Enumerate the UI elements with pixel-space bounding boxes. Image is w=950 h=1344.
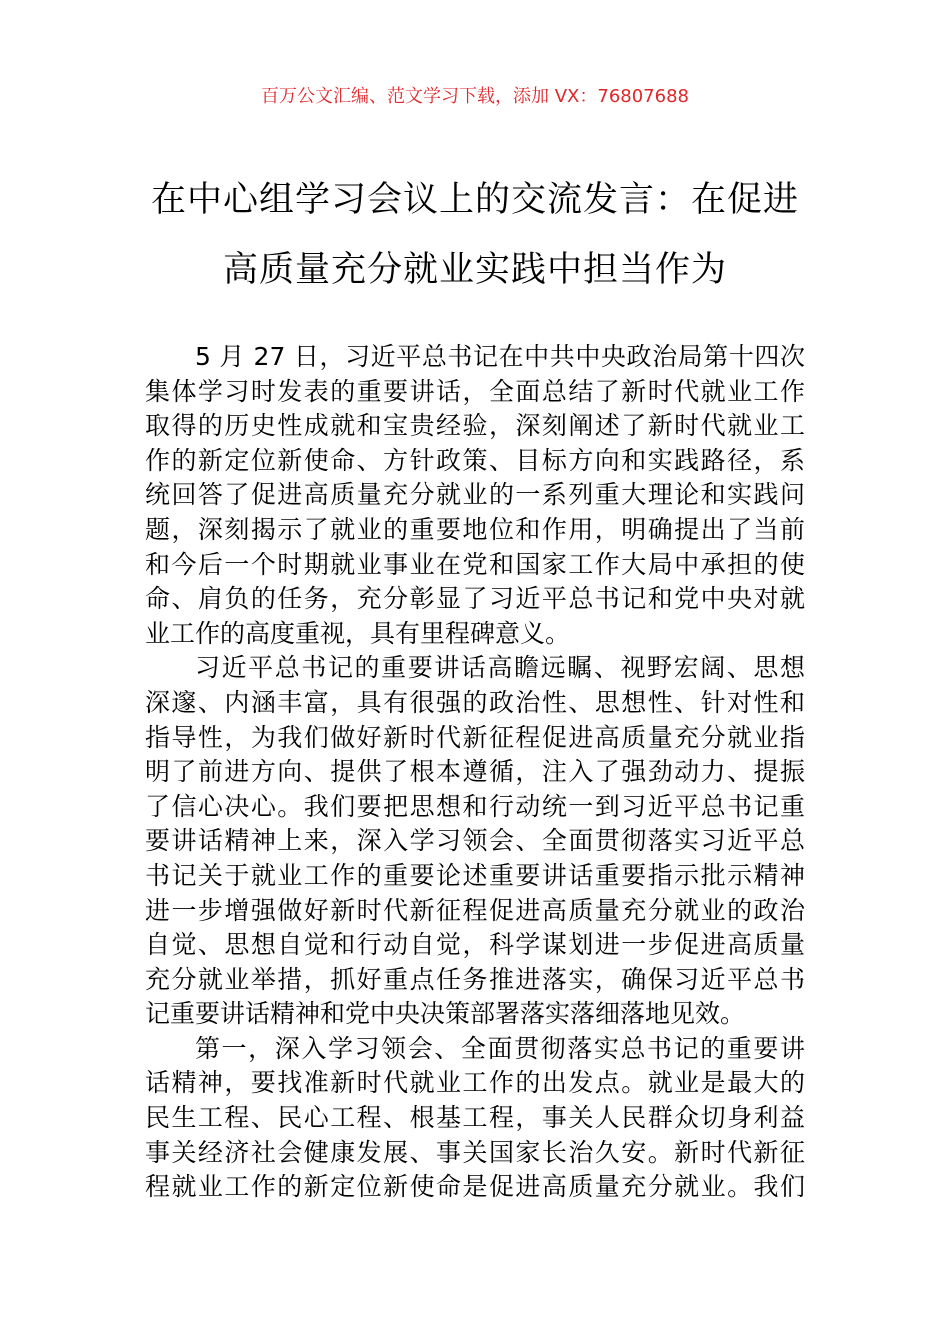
paragraph-line: 自觉、思想自觉和行动自觉，科学谋划进一步促进高质量 xyxy=(145,930,805,960)
paragraph-line: 程就业工作的新定位新使命是促进高质量充分就业。我们 xyxy=(145,1172,805,1202)
paragraph xyxy=(145,651,805,1032)
document-title-line-2: 高质量充分就业实践中担当作为 xyxy=(222,250,727,290)
paragraph-line: 充分就业举措，抓好重点任务推进落实，确保习近平总书 xyxy=(145,964,805,994)
paragraph-line: 5 月 27 日，习近平总书记在中共中央政治局第十四次 xyxy=(195,342,805,371)
paragraph-line: 进一步增强做好新时代新征程促进高质量充分就业的政治 xyxy=(145,895,805,925)
paragraph-line: 命、肩负的任务，充分彰显了习近平总书记和党中央对就 xyxy=(145,584,805,614)
paragraph-line: 记重要讲话精神和党中央决策部署落实落细落地见效。 xyxy=(145,999,746,1029)
paragraph-line: 集体学习时发表的重要讲话，全面总结了新时代就业工作 xyxy=(145,376,805,406)
paragraph-line: 事关经济社会健康发展、事关国家长治久安。新时代新征 xyxy=(145,1137,805,1167)
paragraph-line: 第一，深入学习领会、全面贯彻落实总书记的重要讲 xyxy=(195,1033,805,1063)
paragraph-line: 书记关于就业工作的重要论述重要讲话重要指示批示精神 xyxy=(145,860,805,890)
paragraph-line: 民生工程、民心工程、根基工程，事关人民群众切身利益 xyxy=(145,1103,805,1133)
paragraph-line: 作的新定位新使命、方针政策、目标方向和实践路径，系 xyxy=(145,445,805,475)
document-body xyxy=(145,340,805,1205)
watermark-header: 百万公文汇编、范文学习下载，添加 VX：76807688 xyxy=(261,86,689,107)
paragraph-line: 了信心决心。我们要把思想和行动统一到习近平总书记重 xyxy=(145,791,805,821)
paragraph-line: 统回答了促进高质量充分就业的一系列重大理论和实践问 xyxy=(145,480,805,510)
paragraph-line: 习近平总书记的重要讲话高瞻远瞩、视野宏阔、思想 xyxy=(195,653,805,683)
paragraph-line: 和今后一个时期就业事业在党和国家工作大局中承担的使 xyxy=(145,549,805,579)
document-title-line-1: 在中心组学习会议上的交流发言：在促进 xyxy=(150,180,799,220)
paragraph-line: 明了前进方向、提供了根本遵循，注入了强劲动力、提振 xyxy=(145,757,805,787)
paragraph-line: 要讲话精神上来，深入学习领会、全面贯彻落实习近平总 xyxy=(145,826,805,856)
paragraph-line: 话精神，要找准新时代就业工作的出发点。就业是最大的 xyxy=(145,1068,805,1098)
paragraph xyxy=(145,1032,805,1205)
paragraph-line: 业工作的高度重视，具有里程碑意义。 xyxy=(145,618,571,648)
paragraph-line: 深邃、内涵丰富，具有很强的政治性、思想性、针对性和 xyxy=(145,687,805,717)
paragraph-line: 题，深刻揭示了就业的重要地位和作用，明确提出了当前 xyxy=(145,514,805,544)
paragraph xyxy=(145,340,805,651)
paragraph-line: 取得的历史性成就和宝贵经验，深刻阐述了新时代就业工 xyxy=(145,411,805,441)
paragraph-line: 指导性，为我们做好新时代新征程促进高质量充分就业指 xyxy=(145,722,805,752)
